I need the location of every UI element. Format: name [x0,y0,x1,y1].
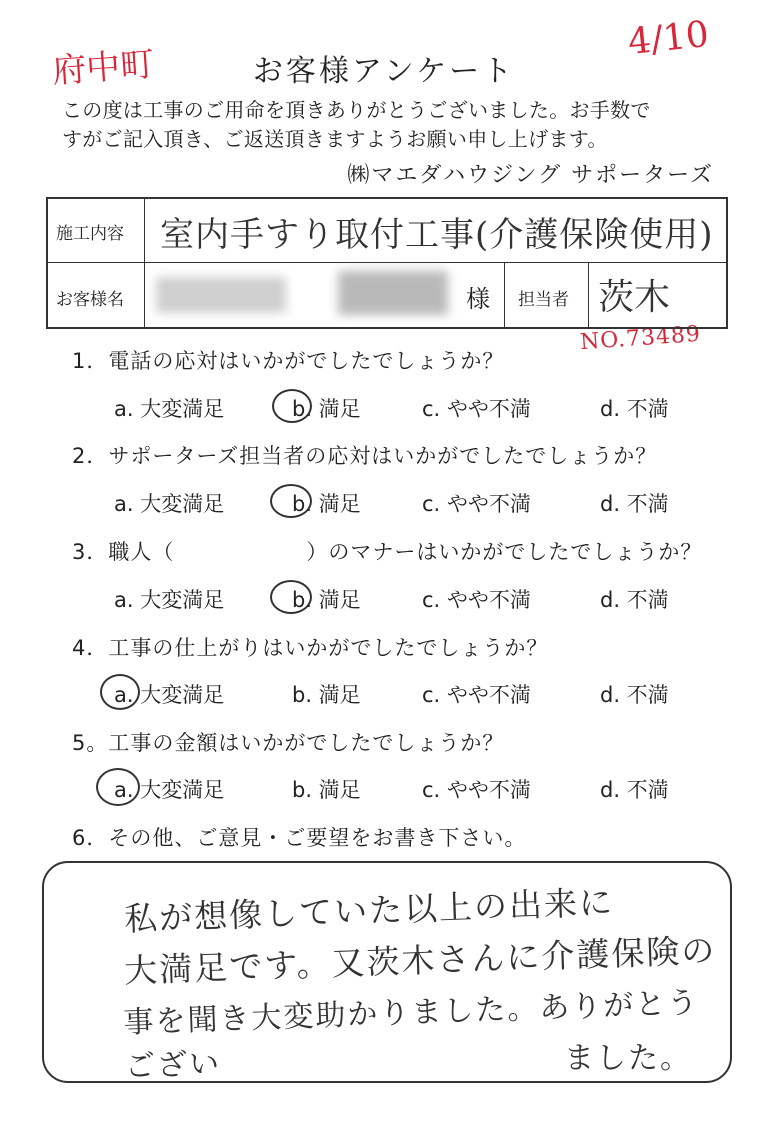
comment-line-3: 事を聞き大変助かりました。ありがとうござい [122,985,700,1085]
table-col-divider [588,262,589,327]
intro-line-2: すがご記入頂き、ご返送頂きますようお願い申し上げます。 [62,127,608,151]
q5-option-d[interactable]: d. 不満 [600,778,669,802]
staff-label: 担当者 [518,290,569,310]
intro-text [62,96,722,154]
q4-option-b[interactable]: b. 満足 [292,683,361,707]
question-4: 4．工事の仕上がりはいかがでしたでしょうか？ [72,636,549,660]
q1-option-a[interactable]: a. 大変満足 [114,397,225,421]
q2-option-d[interactable]: d. 不満 [600,492,669,516]
q1-option-c[interactable]: c. やや不満 [422,397,531,421]
table-col-divider [144,199,145,327]
customer-suffix: 様 [466,285,490,313]
q5-selection-circle [96,768,140,806]
q1-option-d[interactable]: d. 不満 [600,397,669,421]
q4-selection-circle [100,674,140,710]
handwritten-location: 府中町 [50,44,156,92]
work-label: 施工内容 [56,224,124,244]
info-table [46,197,728,329]
customer-label: お客様名 [56,290,124,310]
q4-option-a[interactable]: a. 大変満足 [114,683,225,707]
q5-option-b[interactable]: b. 満足 [292,778,361,802]
comment-box[interactable] [42,861,732,1083]
table-divider [48,262,726,263]
q1-option-b[interactable]: b. 満足 [292,397,361,421]
handwritten-number: NO.73489 [579,321,702,356]
question-2: 2．サポーターズ担当者の応対はいかがでしたでしょうか？ [72,444,658,468]
question-3: 3．職人（ ）のマナーはいかがでしたでしょうか？ [72,540,703,564]
page-title: お客様アンケート [252,54,516,89]
q4-option-c[interactable]: c. やや不満 [422,683,531,707]
q2-option-c[interactable]: c. やや不満 [422,492,531,516]
q3-option-b[interactable]: b. 満足 [292,588,361,612]
comment-line-2: 大満足です。又茨木さんに介護保険の [123,930,717,991]
staff-value: 茨木 [598,277,671,318]
q2-selection-circle [270,484,312,518]
q3-option-c[interactable]: c. やや不満 [422,588,531,612]
table-col-divider [504,262,505,327]
q1-selection-circle [272,389,312,423]
question-6: 6．その他、ご意見・ご要望をお書き下さい。 [72,826,527,850]
intro-line-1: この度は工事のご用命を頂きありがとうございました。お手数で [62,98,651,122]
q3-option-a[interactable]: a. 大変満足 [114,588,225,612]
q2-option-b[interactable]: b. 満足 [292,492,361,516]
company-name: ㈱マエダハウジング サポーターズ [347,163,714,188]
q5-option-c[interactable]: c. やや不満 [422,778,531,802]
q5-option-a[interactable]: a. 大変満足 [114,778,225,802]
q4-option-d[interactable]: d. 不満 [600,683,669,707]
q2-option-a[interactable]: a. 大変満足 [114,492,225,516]
q3-option-d[interactable]: d. 不満 [600,588,669,612]
handwritten-date: 4/10 [626,13,711,64]
comment-line-1: 私が想像していた以上の出来に [123,882,615,939]
question-1: 1．電話の応対はいかがでしたでしょうか？ [72,349,505,373]
q3-selection-circle [270,580,312,614]
comment-line-4: ました。 [564,1041,692,1076]
question-5: 5。工事の金額はいかがでしたでしょうか？ [72,731,505,755]
work-value: 室内手すり取付工事(介護保険使用) [160,215,714,255]
